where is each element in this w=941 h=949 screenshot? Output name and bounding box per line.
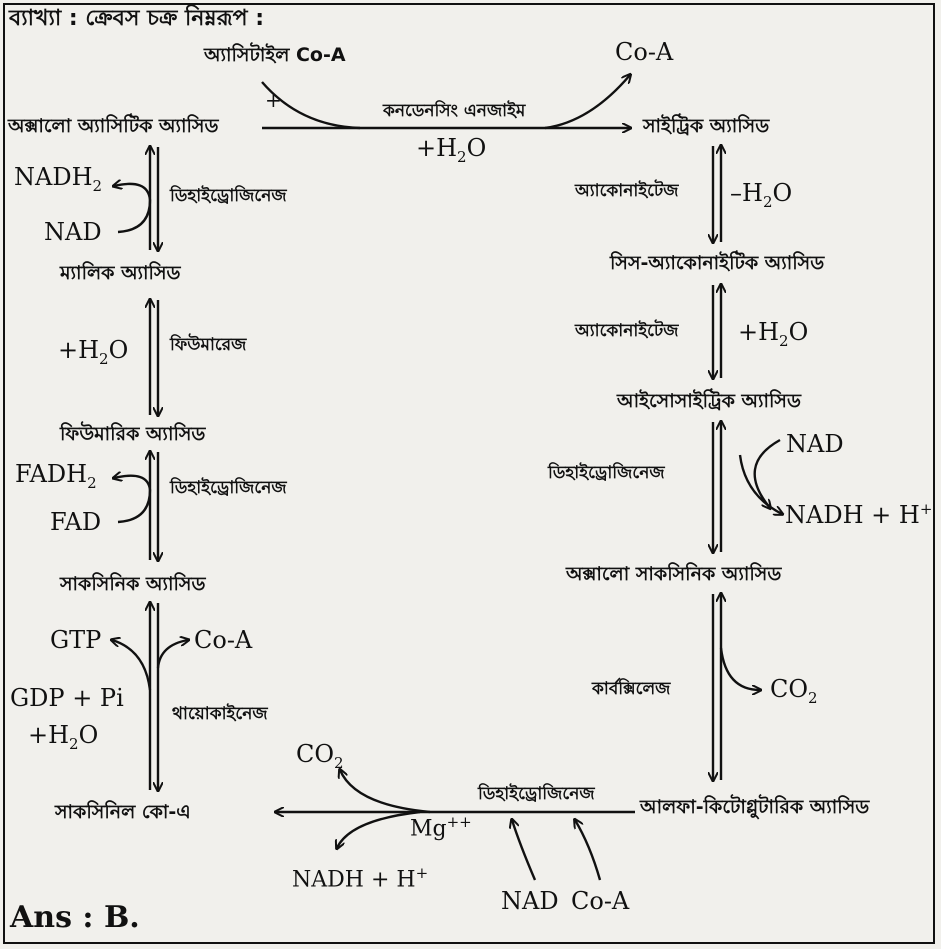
label-nadh-isocitric: NADH + H+ (785, 500, 933, 529)
label-enzyme-thiokinase: থায়োকাইনেজ (172, 704, 268, 724)
label-nad-isocitric: NAD (786, 430, 844, 458)
label-enzyme-condensing: কনডেনসিং এনজাইম (383, 101, 526, 121)
label-fumaric-acid: ফিউমারিক অ্যাসিড (60, 423, 206, 445)
label-oxaloacetic-acid: অক্সালো অ্যাসিটিক অ্যাসিড (8, 115, 219, 137)
label-nadh-bottom: NADH + H+ (292, 864, 429, 893)
label-plus-h2o-fumarase: $+H_2O$ (58, 336, 129, 368)
answer: Ans : B. (10, 900, 140, 935)
label-acetyl-coa: অ্যাসিটাইল Co-A (204, 44, 346, 66)
label-succinic-acid: সাকসিনিক অ্যাসিড (60, 573, 206, 595)
label-oxalosuccinic-acid: অক্সালো সাকসিনিক অ্যাসিড (566, 563, 782, 585)
label-enzyme-dehydrogenase-malic: ডিহাইড্রোজিনেজ (170, 186, 287, 206)
label-citric-acid: সাইট্রিক অ্যাসিড (643, 115, 770, 137)
label-enzyme-fumarase: ফিউমারেজ (170, 335, 247, 355)
label-enzyme-dehydrogenase-isocitric: ডিহাইড্রোজিনেজ (548, 463, 665, 483)
label-plus-h2o-aconitase: $+H_2O$ (738, 318, 809, 350)
label-coa-top: Co-A (615, 38, 674, 66)
label-h2o-left: $+H_2O$ (28, 721, 99, 753)
label-alpha-ketoglutaric-acid: আলফা-কিটোগ্লুটারিক অ্যাসিড (640, 796, 870, 818)
label-co2-bottom: $CO_2$ (296, 740, 344, 772)
arrow-coa-left-out (158, 640, 188, 668)
arrow-coa-out (545, 75, 630, 128)
label-h2o-top: $+H_2O$ (416, 134, 487, 166)
label-cis-aconitic-acid: সিস-অ্যাকোনাইটিক অ্যাসিড (610, 252, 825, 274)
label-gtp: GTP (50, 626, 102, 654)
arrow-nad-loop (114, 184, 150, 232)
label-malic-acid: ম্যালিক অ্যাসিড (60, 262, 181, 284)
label-enzyme-carboxylase: কার্বক্সিলেজ (592, 679, 671, 699)
label-nad-bottom: NAD (501, 887, 559, 915)
label-gdp-pi: GDP + Pi (10, 684, 124, 712)
arrow-fad-loop (114, 476, 150, 522)
label-enzyme-dehydrogenase-akg: ডিহাইড্রোজিনেজ (478, 784, 595, 804)
label-fad: FAD (50, 508, 102, 536)
arrow-nadh-bottom-out (337, 812, 420, 848)
label-enzyme-aconitase-1: অ্যাকোনাইটেজ (575, 181, 679, 201)
label-nad-left: NAD (44, 218, 102, 246)
label-co2-right: $CO_2$ (770, 675, 818, 707)
label-enzyme-aconitase-2: অ্যাকোনাইটেজ (575, 321, 679, 341)
arrow-nad-bottom-in (512, 820, 535, 880)
arrow-co2-out (721, 648, 760, 690)
label-mg: Mg++ (410, 813, 472, 842)
label-enzyme-dehydrogenase-succinic: ডিহাইড্রোজিনেজ (170, 478, 287, 498)
label-coa-left: Co-A (194, 626, 253, 654)
arrow-co2-bottom-out (340, 770, 430, 812)
arrow-coa-bottom-in (575, 820, 600, 880)
label-fadh2: $FADH_2$ (15, 460, 97, 492)
label-minus-h2o: $-H_2O$ (730, 179, 793, 211)
label-plus: + (265, 88, 282, 112)
arrow-gtp-out (112, 640, 150, 690)
arrow-nadh-out (740, 455, 782, 514)
label-nadh2: $NADH_2$ (14, 163, 103, 195)
label-coa-bottom: Co-A (571, 887, 630, 915)
label-succinyl-coa: সাকসিনিল কো-এ (55, 801, 191, 823)
label-isocitric-acid: আইসোসাইট্রিক অ্যাসিড (617, 390, 801, 412)
heading: ব্যাখ্যা : ক্রেবস চক্র নিম্নরূপ : (9, 6, 265, 31)
